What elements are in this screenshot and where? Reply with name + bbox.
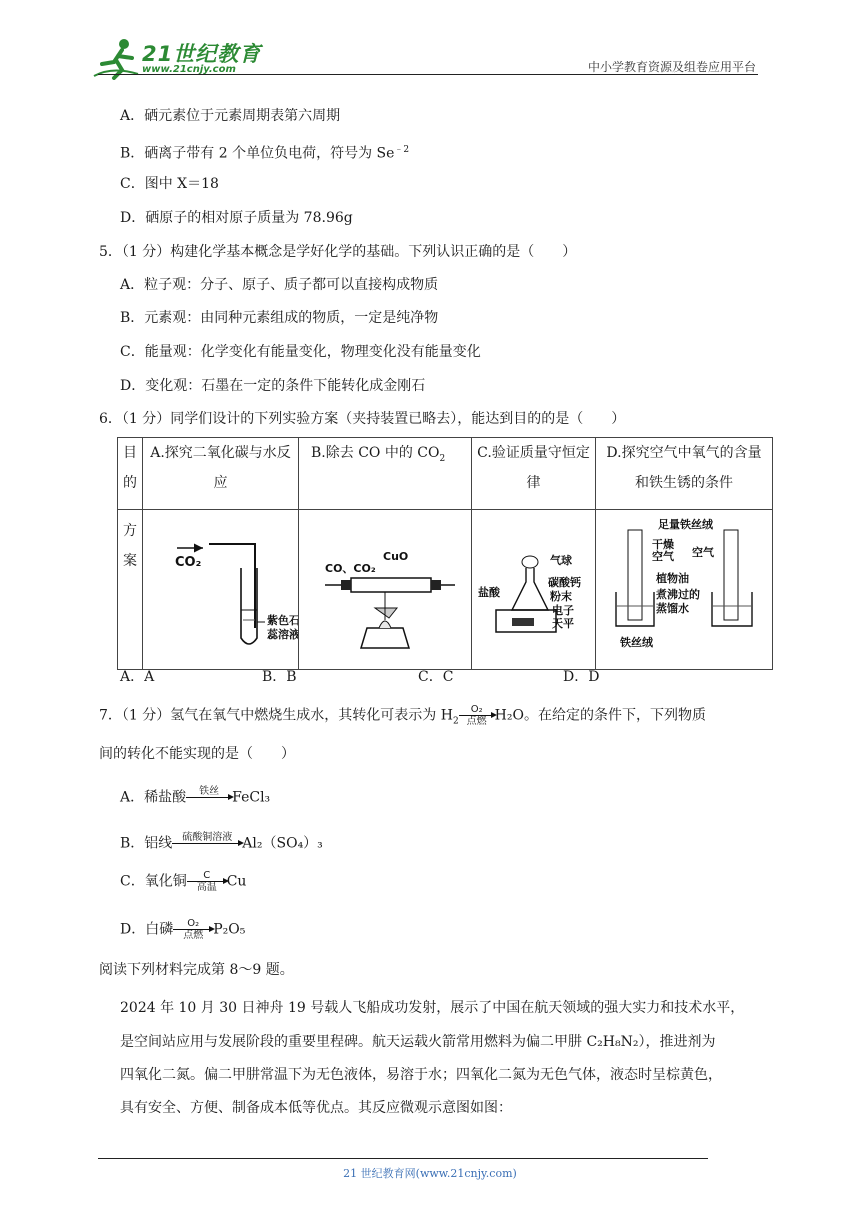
cell-purpose-b: B.除去 CO 中的 $CO_2$ [299, 438, 472, 510]
q5-option-d: D．变化观：石墨在一定的条件下能转化成金刚石 [120, 378, 426, 394]
svg-text:碳酸钙: 碳酸钙 [548, 576, 581, 589]
q5-option-b: B．元素观：由同种元素组成的物质，一定是纯净物 [120, 310, 439, 326]
q5-option-a: A．粒子观：分子、原子、质子都可以直接构成物质 [120, 277, 439, 293]
header-divider [98, 74, 758, 75]
q6-answer-d: D．D [563, 669, 600, 685]
svg-text:蒸馏水: 蒸馏水 [656, 602, 689, 615]
q6-answer-b: B．B [262, 669, 297, 685]
svg-text:干燥: 干燥 [652, 538, 674, 551]
q4-option-b: B．硒离子带有 2 个单位负电荷，符号为 $Se^{﹣2}$ [120, 145, 410, 162]
experiment-table [117, 437, 773, 670]
row-head-purpose: 目 的 [118, 438, 143, 510]
logo-url: www.21cnjy.com [142, 64, 236, 75]
svg-text:紫色石: 紫色石 [267, 614, 298, 627]
co2-test-tube-figure [143, 510, 298, 658]
q4-option-a: A．硒元素位于元素周期表第六周期 [120, 108, 341, 124]
cell-scheme-d [596, 510, 773, 670]
reading-intro: 阅读下列材料完成第 8～9 题。 [99, 962, 294, 978]
reading-paragraph-2: 是空间站应用与发展阶段的重要里程碑。航天运载火箭常用燃料为偏二甲肼 C₂H₈N₂），推进剂为 [120, 1034, 716, 1050]
svg-text:电子: 电子 [552, 604, 574, 617]
q7-option-a: A．稀盐酸 铁丝 FeCl₃ [120, 786, 271, 806]
svg-text:煮沸过的: 煮沸过的 [656, 588, 700, 601]
q6-stem: 6．（1 分）同学们设计的下列实验方案（夹持装置已略去），能达到目的的是（ ） [99, 411, 626, 427]
reaction-arrow: O₂ 点燃 [459, 704, 495, 727]
cell-scheme-a [143, 510, 299, 670]
q7-option-b: B．铝线 硫酸铜溶液 Al₂（SO₄）₃ [120, 832, 323, 852]
q5-option-c: C．能量观：化学变化有能量变化，物理变化没有能量变化 [120, 344, 481, 360]
iron-rust-figure [596, 510, 772, 658]
svg-text:蕊溶液: 蕊溶液 [267, 628, 298, 641]
svg-text:铁丝绒: 铁丝绒 [620, 636, 653, 649]
q7-stem-line2: 间的转化不能实现的是（ ） [99, 746, 295, 762]
row-head-scheme: 方 案 [118, 510, 143, 670]
footer-divider [98, 1158, 708, 1159]
platform-name: 中小学教育资源及组卷应用平台 [587, 60, 756, 74]
svg-text:足量铁丝绒: 足量铁丝绒 [658, 518, 713, 531]
cell-scheme-b [299, 510, 472, 670]
cell-scheme-c [472, 510, 596, 670]
q6-answer-a: A．A [120, 669, 155, 685]
footer-link[interactable]: 21 世纪教育网(www.21cnjy.com) [343, 1167, 517, 1180]
cell-purpose-d: D.探究空气中氧气的含量 和铁生锈的条件 [596, 438, 773, 510]
cell-purpose-a: A.探究二氧化碳与水反 应 [143, 438, 299, 510]
svg-text:CuO: CuO [383, 550, 409, 563]
svg-text:气球: 气球 [550, 554, 572, 567]
reading-paragraph-4: 具有安全、方便、制备成本低等优点。其反应微观示意图如图： [120, 1100, 512, 1116]
q5-stem: 5．（1 分）构建化学基本概念是学好化学的基础。下列认识正确的是（ ） [99, 244, 577, 260]
q7-stem: 7．（1 分）氢气在氧气中燃烧生成水，其转化可表示为 $H_2$ O₂ 点燃 H₂O。在给定的条件下，下列物质 [99, 704, 706, 727]
balance-figure [472, 510, 595, 658]
svg-text:植物油: 植物油 [656, 572, 689, 585]
svg-text:空气: 空气 [652, 550, 674, 563]
q4-option-c: C．图中 X＝18 [120, 176, 219, 192]
svg-text:CO₂: CO₂ [175, 555, 202, 570]
q6-answer-c: C．C [418, 669, 454, 685]
q7-option-d: D．白磷 O₂ 点燃 P₂O₅ [120, 918, 246, 941]
reading-paragraph-1: 2024 年 10 月 30 日神舟 19 号载人飞船成功发射，展示了中国在航天领域的强大实力和技术水平， [120, 1000, 745, 1016]
cell-purpose-c: C.验证质量守恒定 律 [472, 438, 596, 510]
logo-title: 21世纪教育 [142, 42, 262, 66]
q4-option-d: D．硒原子的相对原子质量为 78.96g [120, 210, 353, 226]
cuo-tube-figure [305, 510, 465, 658]
q7-option-c: C．氧化铜 C 高温 Cu [120, 870, 247, 893]
svg-text:盐酸: 盐酸 [478, 586, 500, 599]
svg-text:空气: 空气 [692, 546, 714, 559]
svg-text:粉末: 粉末 [550, 590, 572, 603]
svg-text:天平: 天平 [552, 617, 574, 630]
reading-paragraph-3: 四氧化二氮。偏二甲肼常温下为无色液体，易溶于水；四氧化二氮为无色气体，液态时呈棕黄色， [120, 1067, 722, 1083]
svg-text:CO、CO₂: CO、CO₂ [325, 562, 376, 575]
